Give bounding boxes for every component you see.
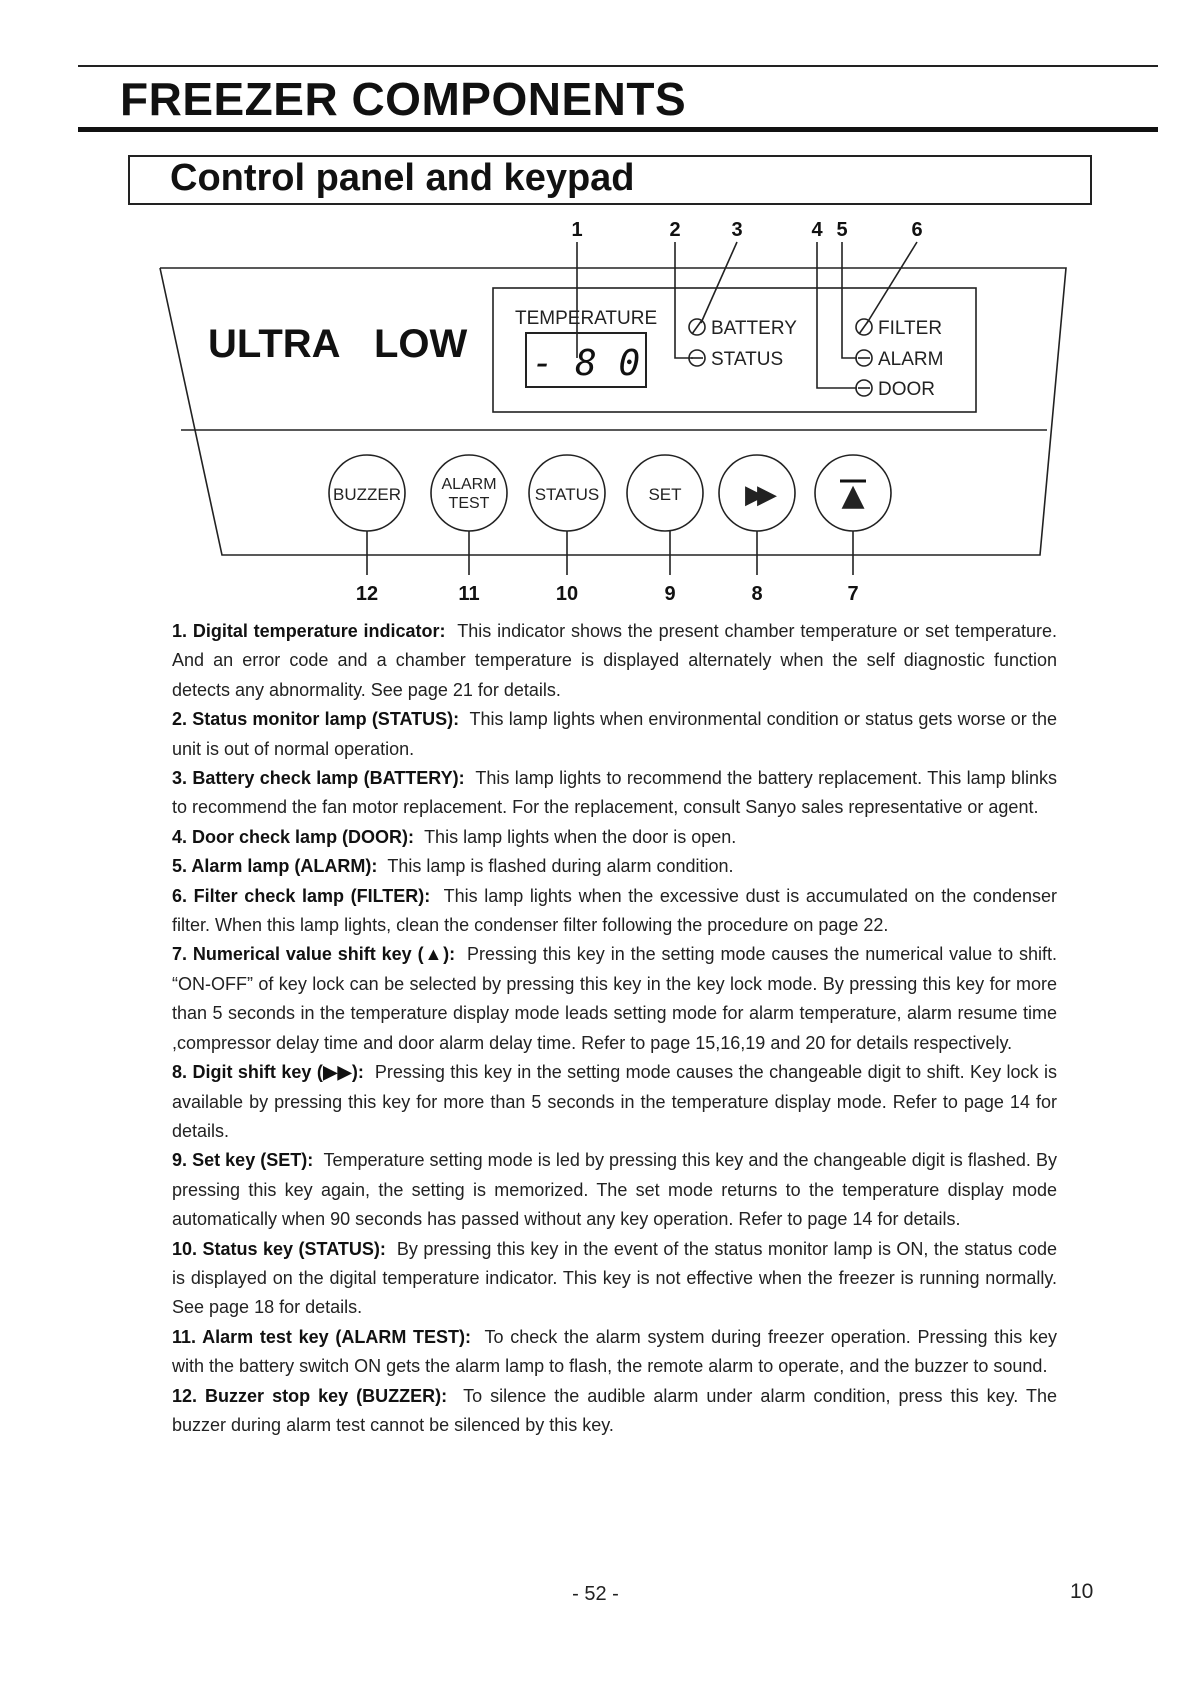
item-8: 8. Digit shift key (▶▶): Pressing this key in the setting mode causes the changeable digit to shift. Key lock is available by pressing this key for more than 5 seconds in the temperature display mode. Refer to page 14 for details. xyxy=(172,1062,1057,1141)
item-1: 1. Digital temperature indicator: This indicator shows the present chamber temperature or set temperature. And an error code and a chamber temperature is displayed alternately when the self diagnostic function detects any abnormality. See page 21 for details. xyxy=(172,621,1057,700)
callout-7: 7 xyxy=(847,583,859,605)
item-9: 9. Set key (SET): Temperature setting mode is led by pressing this key and the changeable digit is flashed. By pressing this key again, the setting is memorized. The set mode returns to the temperature display mode automatically when 90 seconds has passed without any key operation. Refer to page 14 for details. xyxy=(172,1150,1057,1230)
display-label: TEMPERATURE xyxy=(515,308,658,329)
callout-5: 5 xyxy=(836,219,848,241)
item-2: 2. Status monitor lamp (STATUS): This lamp lights when environmental condition or status gets worse or the unit is out of normal operation. xyxy=(172,709,1058,759)
callout-8: 8 xyxy=(751,583,763,605)
callout-12: 12 xyxy=(355,583,379,605)
alarm-lamp-label: ALARM xyxy=(878,349,944,370)
item-4: 4. Door check lamp (DOOR): This lamp lights when the door is open. xyxy=(172,826,737,847)
battery-lamp-label: BATTERY xyxy=(711,318,797,339)
callout-1: 1 xyxy=(571,219,583,241)
alarm-test-key-label-1: ALARM xyxy=(441,476,497,493)
callout-10: 10 xyxy=(555,583,579,605)
component-descriptions xyxy=(172,617,1057,1440)
digit-shift-icon: ▶▶ xyxy=(745,480,769,510)
display-value: - 8 0 xyxy=(531,343,641,384)
item-12: 12. Buzzer stop key (BUZZER): To silence the audible alarm under alarm condition, press this key. The buzzer during alarm test cannot be silenced by this key. xyxy=(172,1385,1057,1435)
status-key-label: STATUS xyxy=(534,485,600,504)
page-title: FREEZER COMPONENTS xyxy=(120,73,687,125)
callout-2: 2 xyxy=(669,219,681,241)
callout-9: 9 xyxy=(664,583,676,605)
callout-4: 4 xyxy=(811,219,823,241)
alarm-test-key[interactable] xyxy=(431,455,507,531)
brand-ultra: ULTRA xyxy=(208,322,341,366)
item-5: 5. Alarm lamp (ALARM): This lamp is flashed during alarm condition. xyxy=(172,856,734,877)
page-number-right: 10 xyxy=(1070,1580,1094,1603)
filter-lamp-label: FILTER xyxy=(878,318,943,339)
item-3: 3. Battery check lamp (BATTERY): This lamp lights to recommend the battery replacement. This lamp blinks to recommend the fan motor replacement. For the replacement, consult Sanyo sales representative or agent. xyxy=(172,768,1057,818)
status-lamp-label: STATUS xyxy=(711,349,784,370)
buzzer-key-label: BUZZER xyxy=(333,485,401,504)
callout-11: 11 xyxy=(458,583,480,605)
item-6: 6. Filter check lamp (FILTER): This lamp lights when the excessive dust is accumulated on the condenser filter. When this lamp lights, clean the condenser filter following the procedure on page 22. xyxy=(172,885,1057,936)
item-7: 7. Numerical value shift key (▲): Pressing this key in the setting mode causes the numerical value to shift. “ON-OFF” of key lock can be selected by pressing this key in the key lock mode. By pressing this key for more than 5 seconds in the temperature display mode leads setting mode for alarm temperature, alarm resume time ,compressor delay time and door alarm delay time. Refer to page 15,16,19 and 20 for details respectively. xyxy=(172,944,1057,1053)
callout-6: 6 xyxy=(911,219,923,241)
section-title: Control panel and keypad xyxy=(170,157,635,199)
set-key-label: SET xyxy=(648,485,682,504)
control-panel-diagram xyxy=(0,0,1191,620)
brand-low: LOW xyxy=(374,322,468,366)
page-number: - 52 - xyxy=(572,1583,619,1605)
item-10: 10. Status key (STATUS): By pressing this key in the event of the status monitor lamp is ON, the status code is displayed on the digital temperature indicator. This key is not effective when the freezer is running normally. See page 18 for details. xyxy=(172,1238,1057,1318)
door-lamp-label: DOOR xyxy=(878,379,935,400)
item-11: 11. Alarm test key (ALARM TEST): To check the alarm system during freezer operation. Pressing this key with the battery switch ON gets the alarm lamp to flash, the remote alarm to operate, and the buzzer to sound. xyxy=(172,1326,1057,1377)
alarm-test-key-label-2: TEST xyxy=(448,495,490,512)
value-shift-icon: ▲ xyxy=(841,478,865,513)
callout-3: 3 xyxy=(731,219,743,241)
